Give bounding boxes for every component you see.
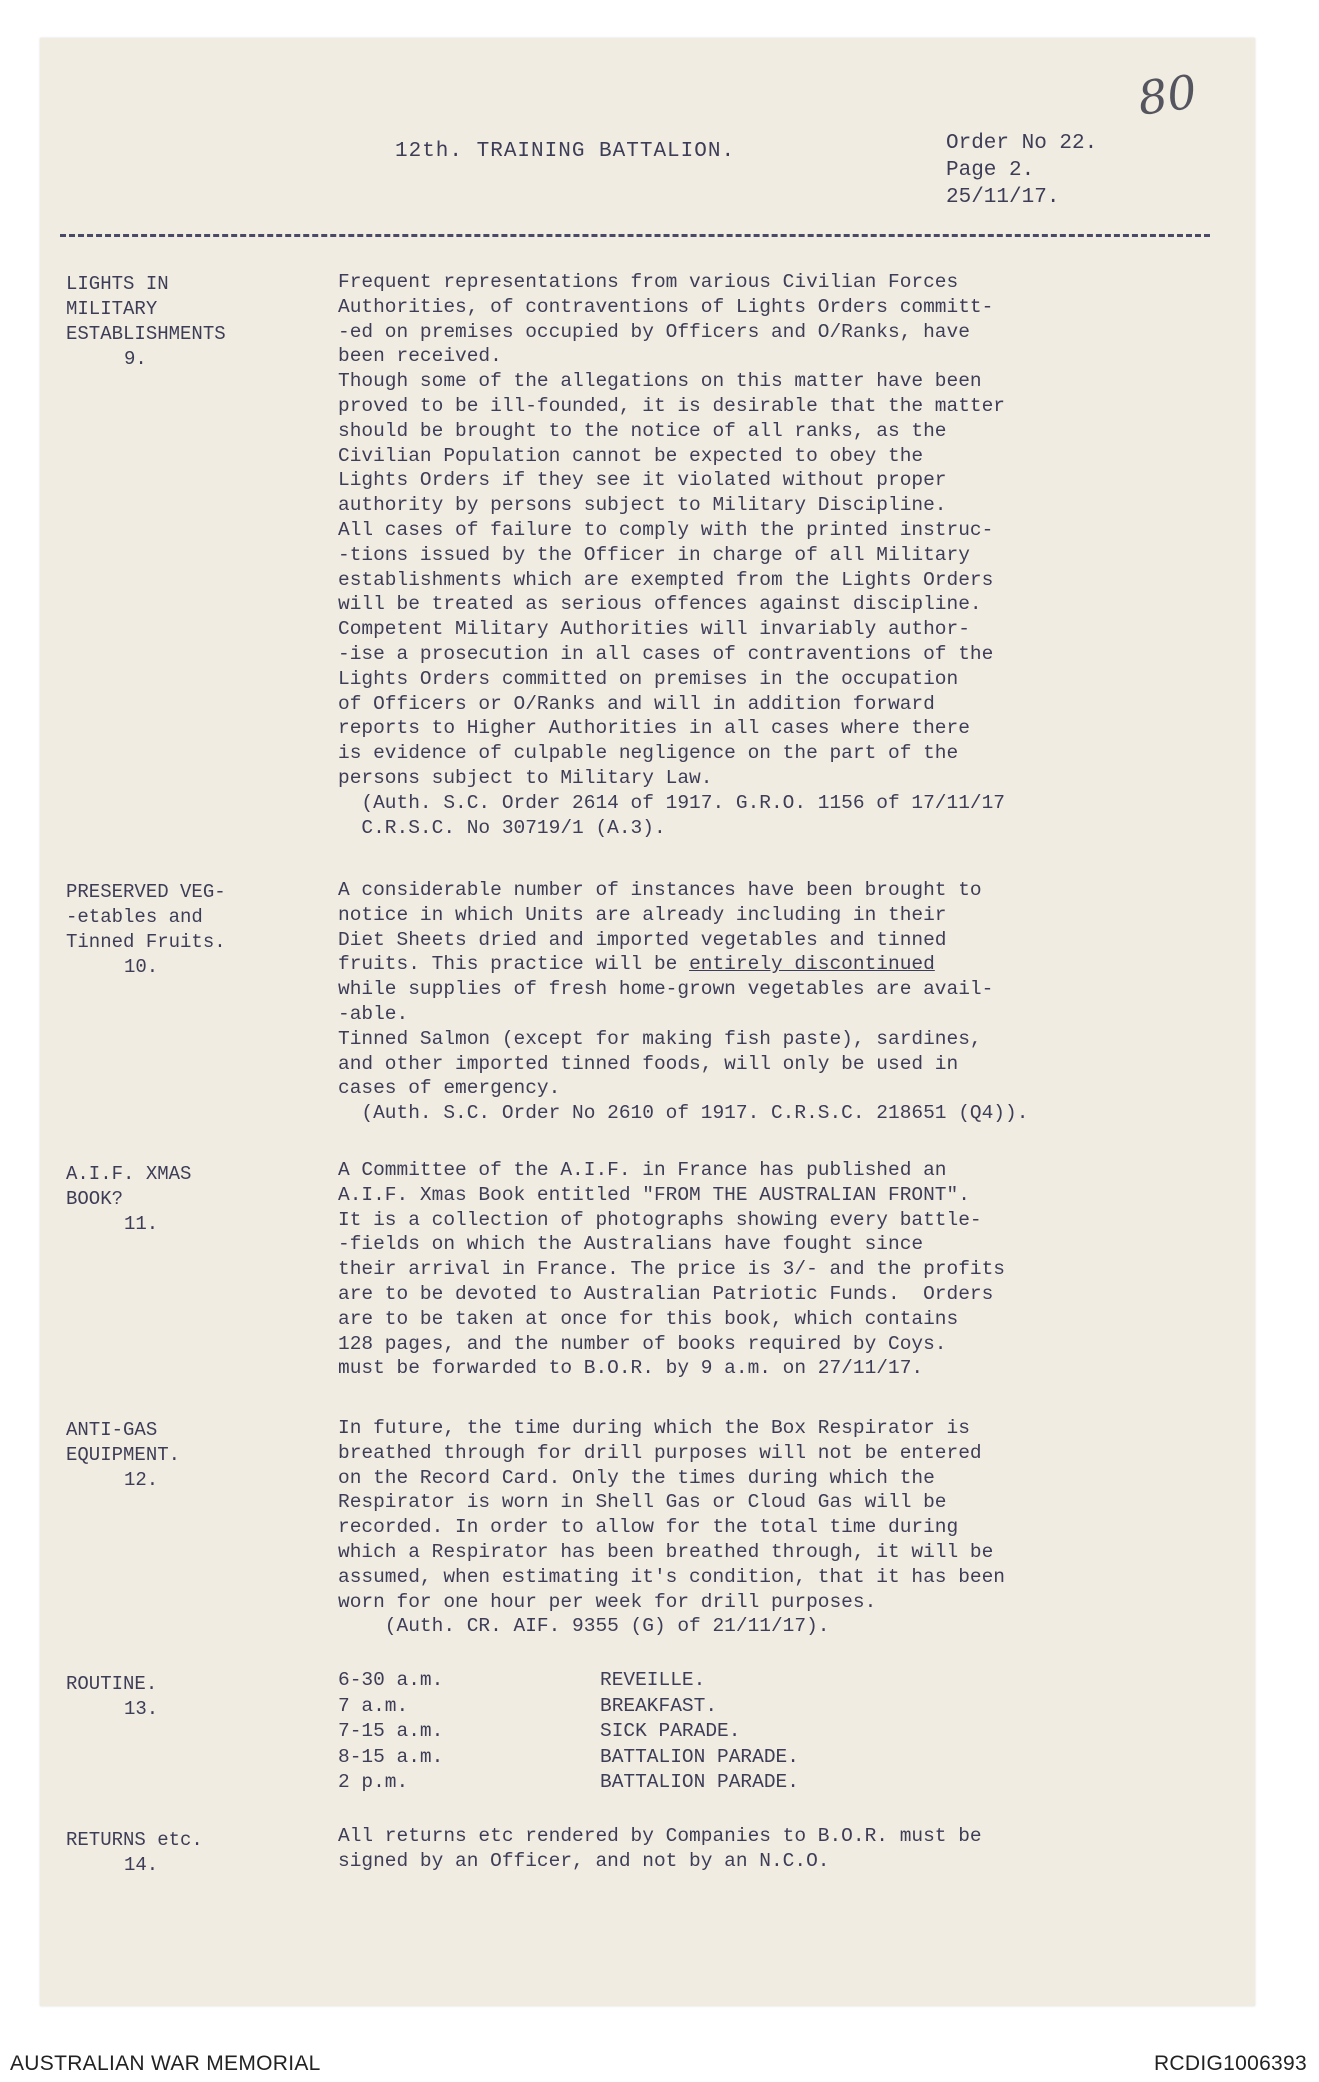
section-number: 10.: [124, 956, 159, 978]
routine-row: [338, 1770, 799, 1796]
page-number: Page 2.: [946, 159, 1035, 182]
order-date: 25/11/17.: [946, 186, 1060, 209]
section-11-heading: [66, 1162, 316, 1237]
paragraph: In future, the time during which the Box Respirator is breathed through for drill purposes will not be entered on the Record Card. Only the times during which the Respirator is worn in Shell Gas or Cloud Gas will be recorded. In order to allow for the total time during which a Respirator has been breathed through, it will be assumed, when estimating it's condition, that it has been worn for one hour per week for drill purposes.: [338, 1417, 1006, 1613]
paragraph: Though some of the allegations on this matter have been proved to be ill-founded, it is desirable that the matter should be brought to the notice of all ranks, as the Civilian Population cannot be expected to obey the Lights Orders if they see it violated without proper authority by persons subject to Military Discipline.: [338, 370, 1006, 517]
order-block: [946, 130, 1097, 211]
paragraph: [338, 878, 1198, 977]
header-divider: [60, 234, 1210, 237]
section-14-heading: [66, 1828, 316, 1878]
authority-reference: (Auth. S.C. Order No 2610 of 1917. C.R.S.C. 218651 (Q4)).: [338, 1102, 1029, 1125]
paragraph: All cases of failure to comply with the printed instruc- -tions issued by the Officer in charge of all Military establishments which are exempted from the Lights Orders will be treated as serious offences against discipline.: [338, 518, 994, 616]
section-10-heading: [66, 880, 316, 980]
routine-time: 7-15 a.m.: [338, 1720, 444, 1742]
section-number: 13.: [124, 1698, 159, 1720]
emphasis-text: entirely discontinued: [689, 953, 935, 976]
section-9-body: [338, 270, 1198, 840]
section-label: ROUTINE.: [66, 1673, 158, 1695]
authority-reference: (Auth. S.C. Order 2614 of 1917. G.R.O. 1156 of 17/11/17 C.R.S.C. No 30719/1 (A.3).: [361, 791, 1006, 839]
section-label: RETURNS etc.: [66, 1829, 203, 1851]
routine-event: BREAKFAST.: [600, 1694, 718, 1717]
section-number: 14.: [124, 1854, 159, 1876]
paragraph: A Committee of the A.I.F. in France has published an A.I.F. Xmas Book entitled "FROM THE AUSTRALIAN FRONT". It is a collection of photographs showing every battle- -fields on which the Australians have fought since their arrival in France. The price is 3/- and the profits are to be devoted to Australian Patriotic Funds. Orders are to be taken at once for this book, which contains 128 pages, and the number of books required by Coys. must be forwarded to B.O.R. by 9 a.m. on 27/11/17.: [338, 1159, 1006, 1380]
routine-row: [338, 1668, 799, 1694]
section-14-body: [338, 1824, 1198, 1874]
paragraph: Tinned Salmon (except for making fish paste), sardines, and other imported tinned foods, will only be used in cases of emergency.: [338, 1027, 982, 1100]
routine-event: BATTALION PARADE.: [600, 1771, 799, 1793]
section-label: LIGHTS IN MILITARY ESTABLISHMENTS: [66, 273, 226, 345]
section-12-heading: [66, 1418, 316, 1493]
section-number: 11.: [124, 1213, 159, 1235]
paragraph: Frequent representations from various Civilian Forces Authorities, of contraventions of Lights Orders committ- -ed on premises occupied by Officers and O/Ranks, have been received.: [338, 271, 994, 368]
paragraph-text: A considerable number of instances have been brought to notice in which Units are already including in their Diet Sheets dried and imported vegetables and tinned fruits. This practice will be: [338, 879, 982, 976]
order-number: Order No 22.: [946, 132, 1098, 155]
page-mark: 80: [1134, 64, 1201, 126]
routine-schedule: [338, 1668, 799, 1796]
battalion-title: 12th. TRAINING BATTALION.: [395, 140, 736, 163]
archive-id: RCDIG1006393: [1153, 2052, 1307, 2075]
section-9-heading: [66, 272, 316, 372]
routine-time: 6-30 a.m.: [338, 1669, 444, 1691]
routine-time: 7 a.m.: [338, 1694, 409, 1717]
section-number: 12.: [124, 1469, 159, 1491]
section-label: ANTI-GAS EQUIPMENT.: [66, 1419, 181, 1466]
section-11-body: [338, 1158, 1198, 1381]
section-13-heading: [66, 1672, 316, 1722]
routine-event: BATTALION PARADE.: [600, 1745, 799, 1768]
section-label: PRESERVED VEG- -etables and Tinned Fruits.: [66, 881, 226, 953]
routine-row: [338, 1694, 799, 1720]
section-12-body: [338, 1416, 1198, 1639]
routine-time: 8-15 a.m.: [338, 1745, 444, 1768]
paragraph: while supplies of fresh home-grown vegetables are avail- -able.: [338, 978, 994, 1025]
routine-event: SICK PARADE.: [600, 1720, 741, 1742]
section-label: A.I.F. XMAS BOOK?: [66, 1163, 192, 1210]
section-number: 9.: [124, 348, 147, 370]
routine-time: 2 p.m.: [338, 1771, 409, 1793]
routine-event: REVEILLE.: [600, 1669, 706, 1691]
paragraph: Competent Military Authorities will invariably author- -ise a prosecution in all cases of contraventions of the Lights Orders committed on premises in the occupation of Officers or O/Ranks and will in addition forward reports to Higher Authorities in all cases where there is evidence of culpable negligence on the part of the persons subject to Military Law.: [338, 618, 994, 789]
routine-row: [338, 1745, 799, 1771]
archive-credit: AUSTRALIAN WAR MEMORIAL: [10, 2052, 321, 2075]
routine-row: [338, 1719, 799, 1745]
authority-reference: (Auth. CR. AIF. 9355 (G) of 21/11/17).: [338, 1615, 830, 1638]
paragraph: All returns etc rendered by Companies to B.O.R. must be signed by an Officer, and not by an N.C.O.: [338, 1825, 982, 1872]
section-10-body: [338, 878, 1198, 1126]
